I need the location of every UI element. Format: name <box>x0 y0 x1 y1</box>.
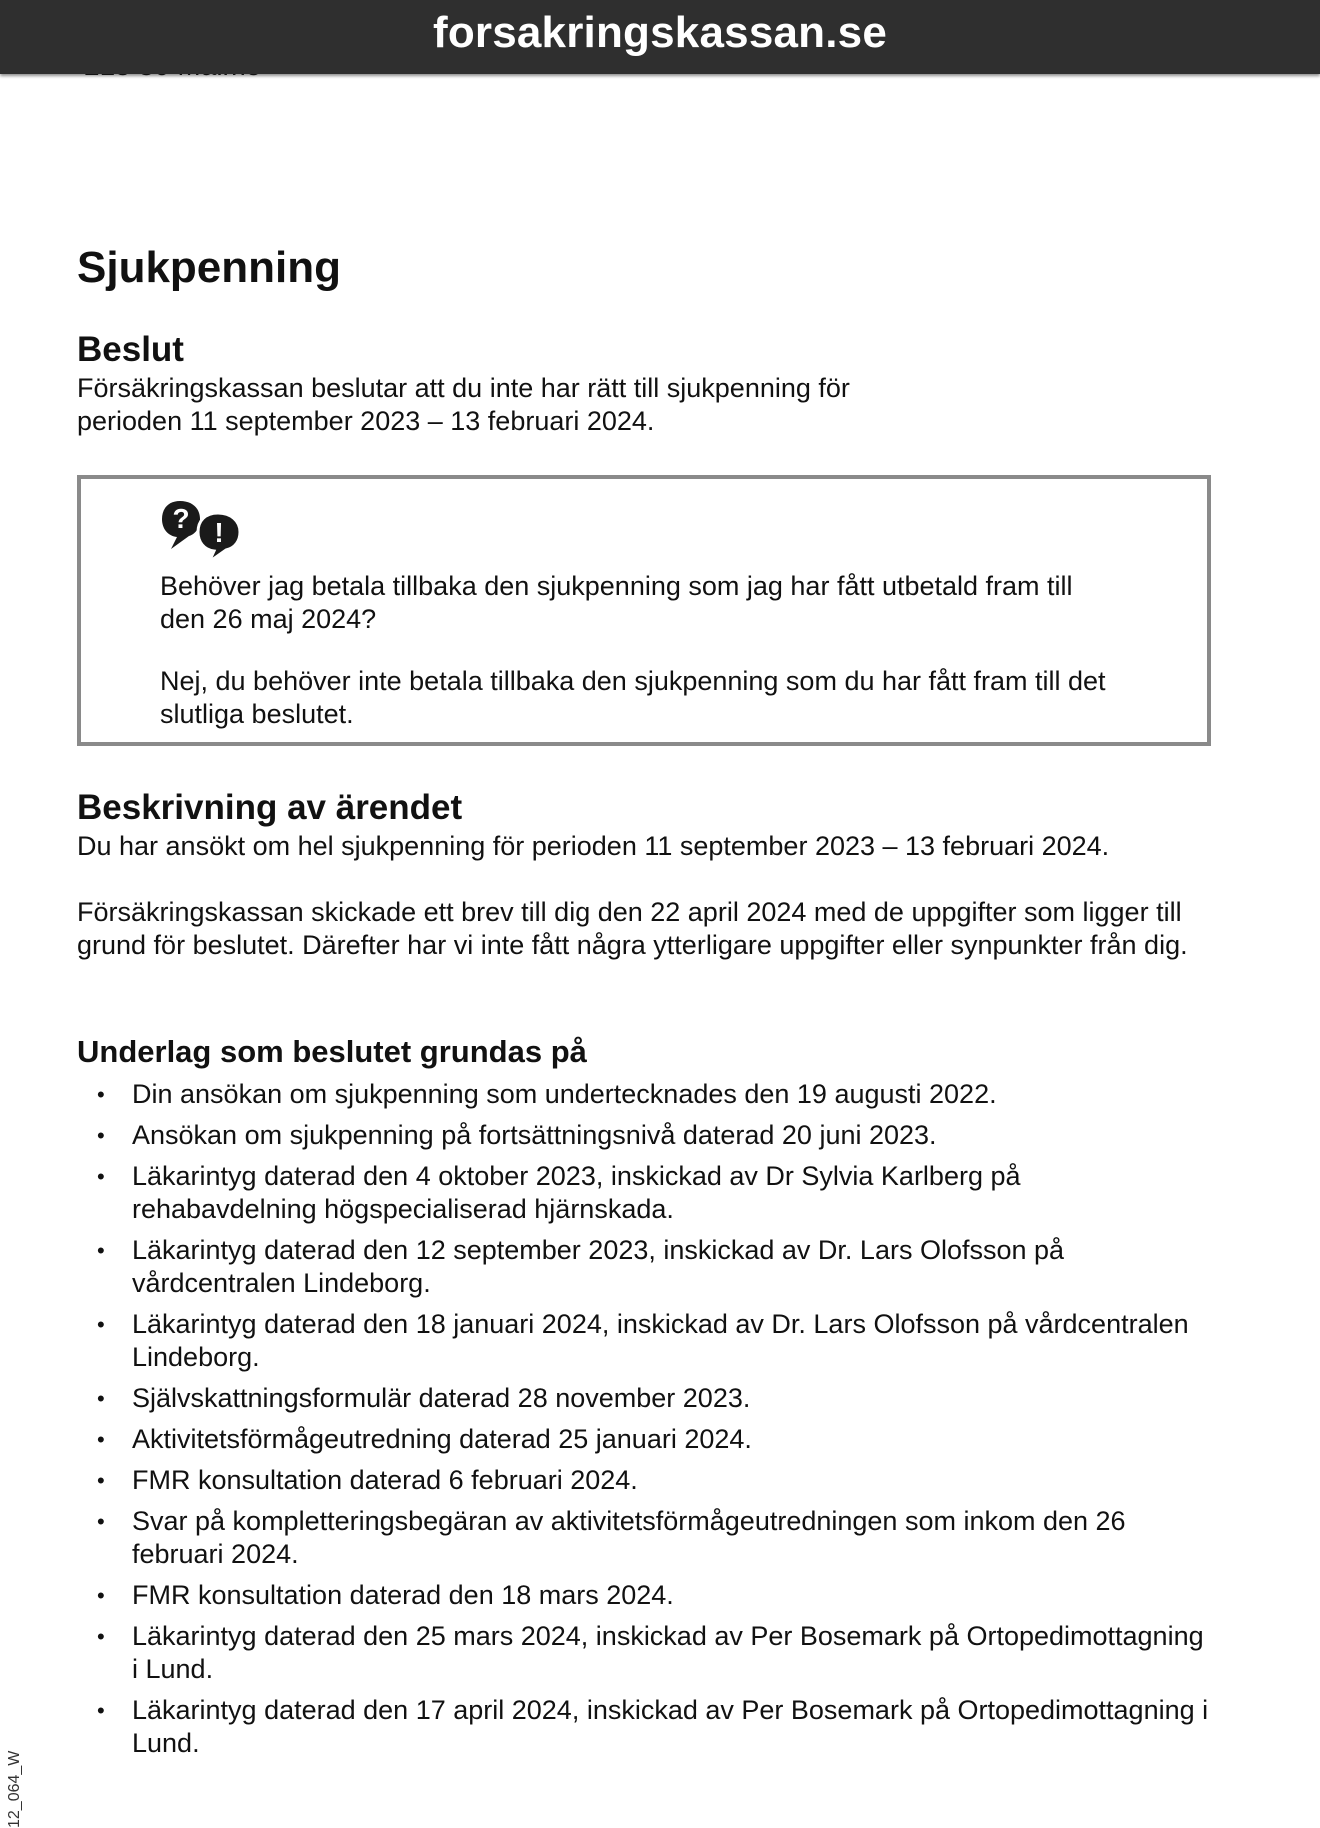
faq-infobox <box>77 475 1211 746</box>
list-item <box>77 1382 1212 1415</box>
faq-answer: Nej, du behöver inte betala tillbaka den sjukpenning som du har fått fram till det slutliga beslutet. <box>160 666 1106 729</box>
list-item <box>77 1423 1212 1456</box>
list-item-text: Läkarintyg daterad den 12 september 2023, inskickad av Dr. Lars Olofsson på vårdcentralen Lindeborg. <box>132 1235 1065 1298</box>
bullet-icon: • <box>97 1698 105 1723</box>
url-text: forsakringskassan.se <box>432 8 888 57</box>
underlag-list <box>77 1078 1217 1760</box>
list-item-text: Läkarintyg daterad den 18 januari 2024, inskickad av Dr. Lars Olofsson på vårdcentralen Lindeborg. <box>132 1309 1189 1372</box>
list-item <box>77 1579 1212 1612</box>
list-item-text: FMR konsultation daterad 6 februari 2024. <box>132 1465 638 1495</box>
list-item <box>77 1505 1212 1571</box>
list-item-text: Ansökan om sjukpenning på fortsättningsnivå daterad 20 juni 2023. <box>132 1120 937 1150</box>
list-item <box>77 1620 1212 1686</box>
list-item <box>77 1464 1212 1497</box>
bullet-icon: • <box>97 1386 105 1411</box>
bullet-icon: • <box>97 1238 105 1263</box>
bullet-icon: • <box>97 1583 105 1608</box>
beslut-text-line1: Försäkringskassan beslutar att du inte har rätt till sjukpenning för <box>77 373 850 403</box>
list-item <box>77 1308 1212 1374</box>
page-title: Sjukpenning <box>77 243 341 292</box>
faq-question: Behöver jag betala tillbaka den sjukpenning som jag har fått utbetald fram till den 26 maj 2024? <box>160 571 1073 634</box>
form-code: 12_064_W <box>6 1750 23 1828</box>
list-item-text: Svar på kompletteringsbegäran av aktivitetsförmågeutredningen som inkom den 26 februari 2024. <box>132 1506 1126 1569</box>
beskrivning-paragraph-2: Försäkringskassan skickade ett brev till dig den 22 april 2024 med de uppgifter som ligger till grund för beslutet. Därefter har vi inte fått några ytterligare uppgifter eller synpunkter från dig. <box>77 897 1188 960</box>
question-exclamation-bubbles-icon <box>160 499 246 563</box>
beslut-heading: Beslut <box>77 330 184 369</box>
list-item-text: FMR konsultation daterad den 18 mars 2024. <box>132 1580 674 1610</box>
bullet-icon: • <box>97 1312 105 1337</box>
list-item <box>77 1234 1212 1300</box>
svg-text:?: ? <box>172 503 190 534</box>
beslut-text-line2: perioden 11 september 2023 – 13 februari 2024. <box>77 406 655 436</box>
bullet-icon: • <box>97 1509 105 1534</box>
browser-address-bar[interactable] <box>0 0 1320 74</box>
list-item <box>77 1160 1212 1226</box>
beskrivning-paragraph-1: Du har ansökt om hel sjukpenning för perioden 11 september 2023 – 13 februari 2024. <box>77 831 1110 861</box>
bullet-icon: • <box>97 1164 105 1189</box>
bullet-icon: • <box>97 1123 105 1148</box>
underlag-section <box>77 1032 1217 1768</box>
bullet-icon: • <box>97 1468 105 1493</box>
underlag-heading: Underlag som beslutet grundas på <box>77 1034 587 1069</box>
list-item <box>77 1119 1212 1152</box>
list-item <box>77 1078 1212 1111</box>
list-item-text: Självskattningsformulär daterad 28 november 2023. <box>132 1383 751 1413</box>
bullet-icon: • <box>97 1427 105 1452</box>
list-item-text: Läkarintyg daterad den 17 april 2024, inskickad av Per Bosemark på Ortopedimottagning i Lund. <box>132 1695 1209 1758</box>
beskrivning-heading: Beskrivning av ärendet <box>77 788 463 827</box>
list-item-text: Aktivitetsförmågeutredning daterad 25 januari 2024. <box>132 1424 752 1454</box>
list-item-text: Läkarintyg daterad den 25 mars 2024, inskickad av Per Bosemark på Ortopedimottagning i Lund. <box>132 1621 1204 1684</box>
beskrivning-section <box>77 786 1217 962</box>
beslut-section <box>77 328 1177 438</box>
bullet-icon: • <box>97 1624 105 1649</box>
bullet-icon: • <box>97 1082 105 1107</box>
list-item-text: Din ansökan om sjukpenning som undertecknades den 19 augusti 2022. <box>132 1079 997 1109</box>
list-item-text: Läkarintyg daterad den 4 oktober 2023, inskickad av Dr Sylvia Karlberg på rehabavdelning högspecialiserad hjärnskada. <box>132 1161 1021 1224</box>
svg-text:!: ! <box>214 517 224 548</box>
list-item <box>77 1694 1212 1760</box>
